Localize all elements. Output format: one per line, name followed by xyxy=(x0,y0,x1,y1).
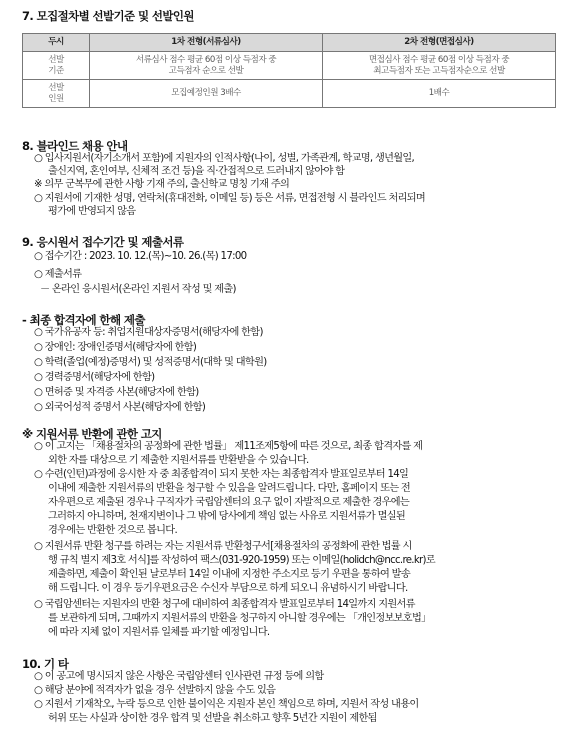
cell-line: 서류심사 점수 평균 60점 이상 득점자 중 xyxy=(135,54,277,65)
list-item: ○ 장애인: 장애인증명서(해당자에 한함) xyxy=(34,342,197,353)
text-line: 제출하면, 제출이 확인된 날로부터 14일 이내에 지정한 주소지로 등기 우편을 통하여 발송 xyxy=(48,569,410,580)
section-8-title: 8. 블라인드 채용 안내 xyxy=(22,139,128,153)
text-line: ○ 국립암센터는 지원자의 반환 청구에 대비하여 최종합격자 발표일로부터 14일까지 지원서류 xyxy=(34,599,415,610)
list-item: ○ 면허증 및 자격증 사본(해당자에 한함) xyxy=(34,387,199,398)
list-item: ○ 경력증명서(해당자에 한함) xyxy=(34,372,155,383)
cell-line: 면접심사 점수 평균 60점 이상 득점자 중 xyxy=(368,54,510,65)
text-line: ○ 이 공고에 명시되지 않은 사항은 국립암센터 인사관련 규정 등에 의함 xyxy=(34,671,324,682)
text-line: ○ 제출서류 xyxy=(34,269,82,280)
text-line: ○ 지원서류 반환 청구를 하려는 자는 지원서류 반환청구서[채용절차의 공정화에 관한 법률 시 xyxy=(34,541,412,552)
row-label-line: 기준 xyxy=(48,65,64,76)
row-label xyxy=(23,80,90,108)
text-line: ○ 입사지원서(자기소개서 포함)에 지원자의 인적사항(나이, 성별, 가족관계, 학교명, 생년월일, xyxy=(34,153,415,164)
row-label-line: 선발 xyxy=(48,82,64,93)
table-cell xyxy=(90,52,323,80)
section-7-title: 7. 모집절차별 선발기준 및 선발인원 xyxy=(22,9,194,23)
text-line: 외한 자를 대상으로 기 제출한 지원서류를 반환받을 수 있습니다. xyxy=(48,455,309,466)
table-header-cell: 2차 전형(면접심사) xyxy=(323,34,556,52)
list-item: ○ 국가유공자 등: 취업지원대상자증명서(해당자에 한함) xyxy=(34,327,263,338)
text-line: － 온라인 응시원서(온라인 지원서 작성 및 제출) xyxy=(40,284,236,295)
text-line: ○ 수련(인턴)과정에 응시한 자 중 최종합격이 되지 못한 자는 최종합격자 발표일로부터 14일 xyxy=(34,469,409,480)
row-label-line: 선발 xyxy=(48,54,64,65)
text-line: ※ 의무 군복무에 관한 사항 기재 주의, 출신학교 명칭 기재 주의 xyxy=(34,179,290,190)
section-9-title: 9. 응시원서 접수기간 및 제출서류 xyxy=(22,235,184,249)
row-label-line: 인원 xyxy=(48,93,64,104)
list-item: ○ 학력(졸업(예정)증명서) 및 성적증명서(대학 및 대학원) xyxy=(34,357,267,368)
text-line: 평가에 반영되지 않음 xyxy=(48,206,136,217)
text-line: ○ 해당 분야에 적격자가 없을 경우 선발하지 않을 수도 있음 xyxy=(34,685,276,696)
table-row xyxy=(23,52,556,80)
text-line: 해 드립니다. 이 경우 등기우편요금은 수신자 부담으로 하게 되오니 유념하시기 바랍니다. xyxy=(48,583,408,594)
section-10-title: 10. 기 타 xyxy=(22,657,69,671)
cell-line: 고득점자 순으로 선발 xyxy=(168,65,244,76)
text-line: 이내에 제출한 지원서류의 반환을 청구할 수 있음을 알려드립니다. 다만, 홈페이지 또는 전 xyxy=(48,483,411,494)
table-cell: 1배수 xyxy=(323,80,556,108)
text-line: ○ 접수기간 : 2023. 10. 12.(목)~10. 26.(목) 17:00 xyxy=(34,251,247,262)
table-cell: 모집예정인원 3배수 xyxy=(90,80,323,108)
text-line: 행 규칙 별지 제3호 서식]를 작성하여 팩스(031-920-1959) 또는 이메일(holidch@ncc.re.kr)로 xyxy=(48,555,435,566)
table-header-cell: 1차 전형(서류심사) xyxy=(90,34,323,52)
text-line: 경우에는 반환한 것으로 봅니다. xyxy=(48,525,177,536)
text-line: 에 따라 지체 없이 지원서류 일체를 파기할 예정입니다. xyxy=(48,627,270,638)
list-item: ○ 외국어성적 증명서 사본(해당자에 한함) xyxy=(34,402,206,413)
selection-criteria-table xyxy=(22,33,556,108)
text-line: 자우편으로 제출된 경우나 구직자가 국립암센터의 요구 없이 자발적으로 제출한 경우에는 xyxy=(48,497,410,508)
table-header-row xyxy=(23,34,556,52)
text-line: 허위 또는 사실과 상이한 경우 합격 및 선발을 취소하고 향후 5년간 지원이 제한됨 xyxy=(48,713,377,724)
text-line: 그러하지 아니하며, 천재지변이나 그 밖에 당사에게 책임 없는 사유로 지원서류가 멸실된 xyxy=(48,511,405,522)
final-submission-title: - 최종 합격자에 한해 제출 xyxy=(22,313,145,327)
table-header-cell: 두시 xyxy=(23,34,90,52)
text-line: 출신지역, 혼인여부, 신체적 조건 등)을 직·간접적으로 드러내지 않아야 함 xyxy=(48,166,345,177)
text-line: ○ 이 고지는 「채용절차의 공정화에 관한 법률」 제11조제5항에 따른 것으로, 최종 합격자를 제 xyxy=(34,441,423,452)
table-cell xyxy=(323,52,556,80)
text-line: ○ 지원서에 기재한 성명, 연락처(휴대전화, 이메일 등) 등은 서류, 면접전형 시 블라인드 처리되며 xyxy=(34,193,426,204)
table-row xyxy=(23,80,556,108)
text-line: ○ 지원서 기재착오, 누락 등으로 인한 불이익은 지원자 본인 책임으로 하며, 지원서 작성 내용이 xyxy=(34,699,419,710)
notice-title: ※ 지원서류 반환에 관한 고지 xyxy=(22,427,162,441)
text-line: 를 보관하게 되며, 그때까지 지원서류의 반환을 청구하지 아니할 경우에는 「개인정보보호법」 xyxy=(48,613,431,624)
row-label xyxy=(23,52,90,80)
cell-line: 최고득점자 또는 고득점자순으로 선발 xyxy=(373,65,505,76)
